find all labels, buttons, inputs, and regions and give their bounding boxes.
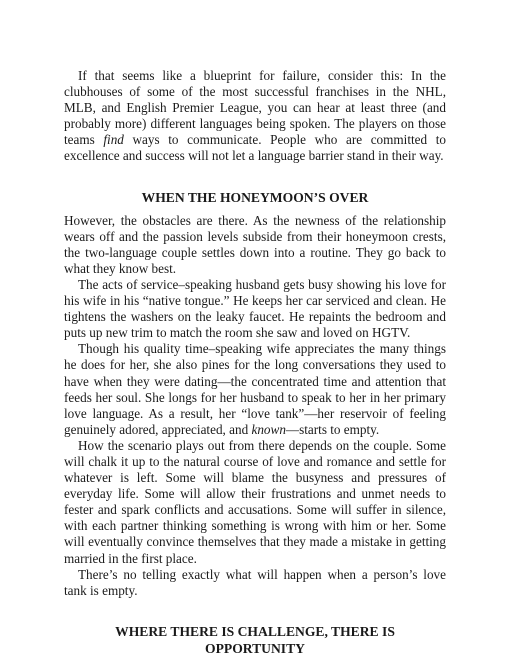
paragraph-scenario: How the scenario plays out from there depends on the couple. Some will chalk it up to the natural course of love and romance and settle for whatever is left. Some will blame the busyness and pressures of everyday life. Some will allow their frustrations and unmet needs to fester and spark conflicts and accusations. Some will suffer in silence, with each partner thinking something is wrong with him or her. Some will eventually convince themselves that they made a mistake in getting married in the first place. — [64, 437, 446, 566]
paragraph-obstacles: However, the obstacles are there. As the newness of the relationship wears off and the passion levels subside from their honeymoon crests, the two-language couple settles down into a routine. They go back to what they know best. — [64, 212, 446, 276]
emphasis-find: find — [103, 132, 124, 148]
paragraph-love-tank: There’s no telling exactly what will happen when a person’s love tank is empty. — [64, 566, 446, 598]
heading-line-1: WHERE THERE IS CHALLENGE, THERE IS — [115, 623, 395, 639]
section-heading-challenge — [64, 623, 446, 657]
heading-line-2: OPPORTUNITY — [205, 640, 305, 656]
section-heading-honeymoon: WHEN THE HONEYMOON’S OVER — [141, 189, 369, 205]
intro-paragraph: If that seems like a blueprint for failure, consider this: In the clubhouses of some of the most successful franchises in the NHL, MLB, and English Premier League, you can hear at least three (and probably more) different languages being spoken. The players on those teams find ways to communicate. People who are committed to excellence and success will not let a language barrier stand in their way. — [64, 68, 446, 164]
emphasis-known: known — [251, 421, 286, 437]
paragraph-acts-of-service: The acts of service–speaking husband gets busy showing his love for his wife in his “native tongue.” He keeps her car serviced and clean. He tightens the washers on the leaky faucet. He repaints the bedroom and puts up new trim to match the room she saw and loved on HGTV. — [64, 276, 446, 341]
paragraph-quality-time: Though his quality time–speaking wife appreciates the many things he does for her, she also pines for the long conversations they used to have when they were dating—the concentrated time and attention that feeds her soul. She longs for her husband to speak to her in her primary love language. As a result, her “love tank”—her reservoir of feeling genuinely adored, appreciated, and known—starts to empty. — [64, 341, 446, 437]
